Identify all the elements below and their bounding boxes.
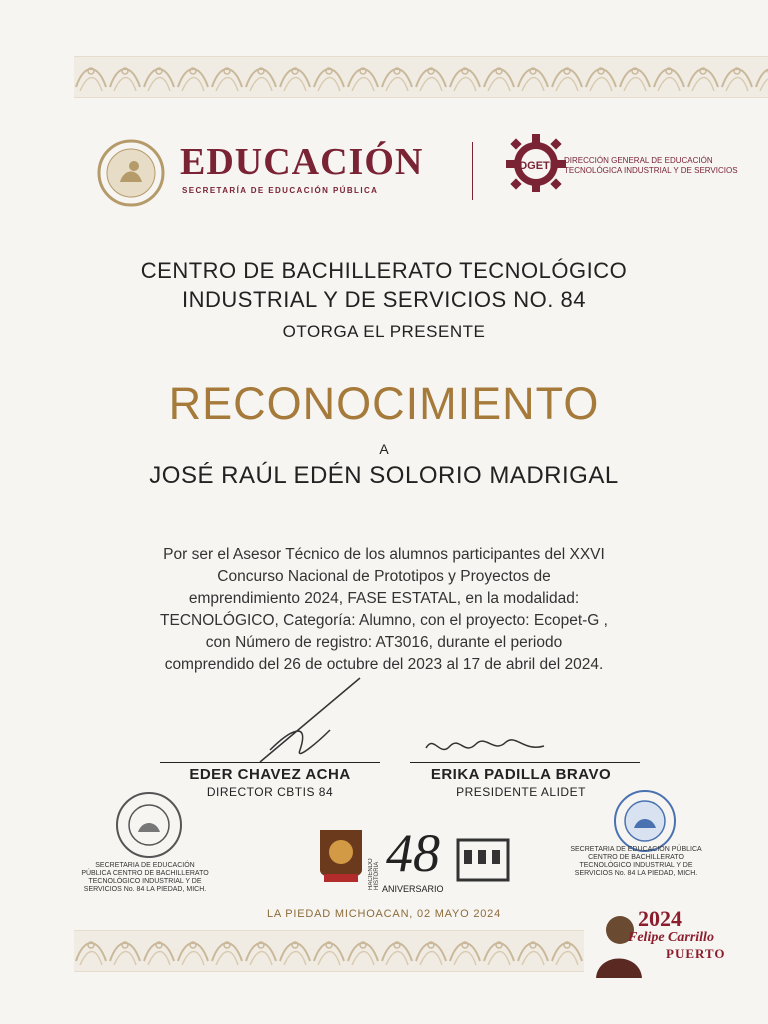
signature-line-2: [410, 762, 640, 763]
header: [96, 130, 746, 210]
institution-line-2: INDUSTRIAL Y DE SERVICIOS NO. 84: [182, 287, 586, 312]
institution-line-1: CENTRO DE BACHILLERATO TECNOLÓGICO: [140, 258, 628, 283]
brand-title: EDUCACIÓN: [180, 141, 424, 183]
stamp-left-text: SECRETARIA DE EDUCACIÓN PÚBLICA CENTRO DE BACHILLERATO TECNOLÓGICO INDUSTRIAL Y DE SERVICIOS No. 84 LA PIEDAD, MICH.: [81, 862, 209, 893]
badge-year: 2024: [638, 906, 682, 931]
header-divider: [472, 142, 473, 200]
school-building-icon: [456, 830, 510, 886]
signer-name: ERIKA PADILLA BRAVO: [430, 766, 612, 783]
certificate-body: Por ser el Asesor Técnico de los alumnos participantes del XXVI Concurso Nacional de Prototipos y Proyectos de emprendimiento 2024, FASE ESTATAL, en la modalidad: TECNOLÓGICO, Categoría: Alumno, con el proyecto: Ecopet-G , con Número de registro: AT3016, durante el periodo comprendido del 26 de octubre del 2023 al 17 de abril del 2024.: [160, 546, 608, 673]
mexico-coat-of-arms-icon: [96, 138, 166, 208]
anniversary-side-text: HACIENDO HISTORIA: [368, 858, 380, 890]
signature-block-president: [396, 766, 646, 799]
anniversary-number: 48: [386, 823, 440, 883]
grants-text: OTORGA EL PRESENTE: [282, 322, 486, 341]
official-stamp-left-icon: [114, 790, 184, 860]
certificate-title: RECONOCIMIENTO: [168, 378, 600, 429]
mascot-badge-icon: [316, 826, 366, 890]
anniversary-label: ANIVERSARIO: [382, 884, 444, 894]
signer-role: DIRECTOR CBTIS 84: [206, 785, 334, 799]
recipient-name: JOSÉ RAÚL EDÉN SOLORIO MADRIGAL: [149, 462, 619, 489]
commemorative-badge: [592, 900, 742, 980]
institution-name: [0, 256, 768, 314]
badge-puerto: PUERTO: [666, 946, 726, 961]
dgeti-gear-logo-icon: [504, 130, 568, 194]
badge-name: Felipe Carrillo: [628, 930, 714, 945]
decorative-band-bottom: [74, 930, 584, 972]
anniversary-logos: [316, 824, 516, 900]
signer-name: EDER CHAVEZ ACHA: [189, 766, 351, 783]
brand-subtitle: SECRETARÍA DE EDUCACIÓN PÚBLICA: [182, 186, 379, 195]
dgeti-text: DIRECCIÓN GENERAL DE EDUCACIÓN TECNOLÓGICA INDUSTRIAL Y DE SERVICIOS: [564, 156, 738, 175]
signature-block-director: [150, 766, 390, 799]
stamp-right-text: SECRETARIA DE EDUCACIÓN PÚBLICA CENTRO DE BACHILLERATO TECNOLÓGICO INDUSTRIAL Y DE SERVICIOS No. 84 LA PIEDAD, MICH.: [570, 846, 702, 877]
to-label: A: [379, 441, 389, 457]
signature-line-1: [160, 762, 380, 763]
decorative-band-top: [74, 56, 768, 98]
place-date: LA PIEDAD MICHOACAN, 02 MAYO 2024: [266, 908, 502, 920]
signature-1-scribble-icon: [240, 670, 370, 770]
dgeti-logo-text: DGETI: [519, 160, 553, 172]
signer-role: PRESIDENTE ALIDET: [456, 785, 586, 799]
